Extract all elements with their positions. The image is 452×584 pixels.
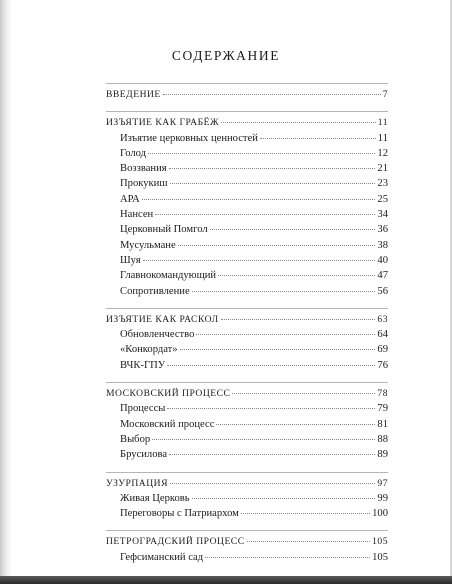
dot-leader: [221, 122, 376, 123]
toc-entry-label: Мусульмане: [120, 239, 176, 251]
toc-section: [106, 308, 388, 373]
dot-leader: [210, 229, 376, 230]
page-number: 36: [377, 224, 388, 236]
toc-section: [106, 111, 388, 299]
toc-entry[interactable]: [106, 268, 388, 283]
page-number: 23: [377, 178, 388, 190]
page-number: 63: [377, 313, 388, 325]
toc-entry-label: Церковный Помгол: [120, 224, 208, 236]
toc-entry[interactable]: [106, 253, 388, 268]
dot-leader: [178, 245, 376, 246]
table-of-contents: [106, 83, 388, 574]
toc-entry[interactable]: [106, 417, 388, 432]
page-number: 11: [377, 132, 388, 144]
page-number: 97: [377, 477, 388, 489]
toc-entry[interactable]: [106, 550, 388, 565]
dot-leader: [260, 138, 376, 139]
toc-entry[interactable]: [106, 161, 388, 176]
toc-entry[interactable]: [106, 146, 388, 161]
page-number: 34: [377, 209, 388, 221]
toc-entry[interactable]: [106, 432, 388, 447]
toc-entry-label: Голод: [120, 147, 147, 159]
toc-section: [106, 83, 388, 102]
dot-leader: [152, 439, 375, 440]
page-number: 99: [377, 492, 388, 504]
dot-leader: [247, 541, 371, 542]
page-number: 38: [377, 239, 388, 251]
toc-entry-label: МОСКОВСКИЙ ПРОЦЕСС: [106, 388, 231, 400]
toc-entry[interactable]: [106, 238, 388, 253]
toc-entry[interactable]: [106, 192, 388, 207]
page-number: 11: [377, 117, 388, 129]
dot-leader: [142, 199, 376, 200]
dot-leader: [196, 334, 375, 335]
toc-entry[interactable]: [106, 131, 388, 146]
toc-entry[interactable]: [106, 284, 388, 299]
section-divider: [106, 382, 388, 383]
toc-entry-label: «Конкордат»: [120, 344, 178, 356]
toc-section-heading[interactable]: [106, 534, 388, 549]
dot-leader: [232, 393, 375, 394]
scan-bottom-edge: [0, 576, 452, 584]
toc-entry[interactable]: [106, 207, 388, 222]
page-number: 47: [377, 270, 388, 282]
page-number: 78: [377, 388, 388, 400]
toc-entry-label: УЗУРПАЦИЯ: [106, 477, 168, 489]
toc-entry-label: ИЗЪЯТИЕ КАК ГРАБЁЖ: [106, 117, 220, 129]
toc-section-heading[interactable]: [106, 312, 388, 327]
toc-entry-label: АРА: [120, 193, 140, 205]
page-number: 79: [377, 403, 388, 415]
page-number: 89: [377, 449, 388, 461]
page-number: 105: [372, 536, 388, 548]
dot-leader: [192, 498, 376, 499]
toc-entry[interactable]: [106, 358, 388, 373]
dot-leader: [192, 291, 376, 292]
page-number: 64: [377, 329, 388, 341]
toc-entry-label: Московский процесс: [120, 418, 215, 430]
toc-entry-label: Прокукиш: [120, 178, 168, 190]
dot-leader: [143, 260, 376, 261]
page-number: 76: [377, 359, 388, 371]
page-number: 25: [377, 193, 388, 205]
toc-entry[interactable]: [106, 327, 388, 342]
toc-entry-label: ВВЕДЕНИЕ: [106, 89, 161, 100]
page-number: 69: [377, 344, 388, 356]
toc-entry-label: Нансен: [120, 209, 154, 221]
dot-leader: [218, 275, 375, 276]
dot-leader: [163, 94, 381, 95]
page-number: 7: [382, 89, 388, 100]
dot-leader: [167, 408, 375, 409]
toc-entry-label: Главнокомандующий: [120, 270, 217, 282]
toc-entry-label: Выбор: [120, 433, 151, 445]
toc-entry-label: Изъятие церковных ценностей: [120, 132, 258, 144]
toc-section-heading[interactable]: [106, 476, 388, 491]
dot-leader: [205, 557, 370, 558]
dot-leader: [170, 483, 375, 484]
page-number: 56: [377, 285, 388, 297]
toc-section-heading[interactable]: [106, 87, 388, 102]
toc-section: [106, 382, 388, 462]
dot-leader: [216, 424, 375, 425]
toc-section: [106, 472, 388, 522]
toc-section-heading[interactable]: [106, 115, 388, 130]
toc-entry[interactable]: [106, 491, 388, 506]
section-divider: [106, 111, 388, 112]
toc-entry-label: ПЕТРОГРАДСКИЙ ПРОЦЕСС: [106, 536, 245, 548]
toc-entry-label: Воззвания: [120, 163, 167, 175]
toc-entry-label: ВЧК-ГПУ: [120, 359, 166, 371]
toc-section-heading[interactable]: [106, 386, 388, 401]
toc-entry[interactable]: [106, 447, 388, 462]
dot-leader: [241, 513, 370, 514]
dot-leader: [148, 153, 375, 154]
toc-entry[interactable]: [106, 506, 388, 521]
dot-leader: [180, 349, 376, 350]
toc-entry-label: Обновленчество: [120, 329, 195, 341]
dot-leader: [170, 183, 376, 184]
page-number: 81: [377, 418, 388, 430]
page-number: 12: [377, 147, 388, 159]
toc-entry[interactable]: [106, 176, 388, 191]
page-gutter-shadow: [0, 0, 12, 584]
toc-entry-label: Сопротивление: [120, 285, 190, 297]
page-number: 88: [377, 433, 388, 445]
toc-entry-label: Гефсиманский сад: [120, 551, 204, 563]
toc-entry-label: Живая Церковь: [120, 492, 190, 504]
page-number: 105: [372, 551, 388, 563]
dot-leader: [155, 214, 375, 215]
toc-entry-label: ИЗЪЯТИЕ КАК РАСКОЛ: [106, 313, 219, 325]
section-divider: [106, 83, 388, 84]
toc-entry-label: Процессы: [120, 403, 166, 415]
section-divider: [106, 308, 388, 309]
dot-leader: [167, 365, 375, 366]
page-number: 100: [372, 508, 388, 520]
toc-entry-label: Шуя: [120, 254, 141, 266]
section-divider: [106, 530, 388, 531]
page-title: СОДЕРЖАНИЕ: [171, 48, 281, 63]
toc-entry-label: Переговоры с Патриархом: [120, 508, 239, 520]
toc-section: [106, 530, 388, 565]
section-divider: [106, 472, 388, 473]
dot-leader: [169, 168, 376, 169]
page-number: 40: [377, 254, 388, 266]
toc-entry[interactable]: [106, 222, 388, 237]
toc-entry[interactable]: [106, 342, 388, 357]
dot-leader: [221, 319, 376, 320]
toc-entry[interactable]: [106, 401, 388, 416]
toc-entry-label: Брусилова: [120, 449, 168, 461]
page-number: 21: [377, 163, 388, 175]
dot-leader: [169, 454, 375, 455]
